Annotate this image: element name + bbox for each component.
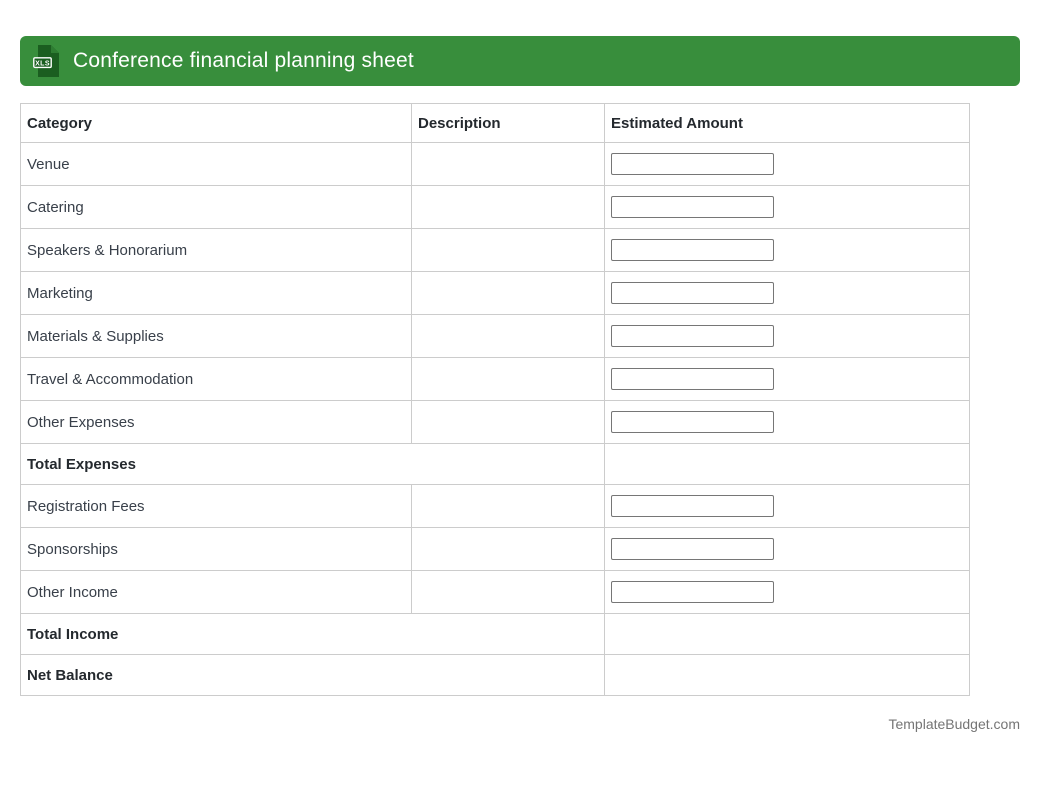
amount-cell [605,485,970,528]
estimated-amount-input[interactable] [611,495,774,517]
category-cell: Speakers & Honorarium [21,229,412,272]
total-amount-cell [605,614,970,655]
estimated-amount-input[interactable] [611,239,774,261]
total-row [21,444,970,485]
total-row [21,614,970,655]
amount-cell [605,401,970,444]
amount-cell [605,528,970,571]
estimated-amount-input[interactable] [611,153,774,175]
amount-cell [605,229,970,272]
column-header-estimated-amount: Estimated Amount [605,104,970,143]
site-credit: TemplateBudget.com [888,716,1020,732]
table-row [21,315,970,358]
column-header-category: Category [21,104,412,143]
amount-cell [605,272,970,315]
column-header-description: Description [412,104,605,143]
category-cell: Registration Fees [21,485,412,528]
table-row [21,229,970,272]
category-cell: Other Expenses [21,401,412,444]
category-cell: Sponsorships [21,528,412,571]
description-cell [412,315,605,358]
description-cell [412,358,605,401]
description-cell [412,143,605,186]
table-row [21,186,970,229]
estimated-amount-input[interactable] [611,368,774,390]
budget-table [20,103,970,696]
description-cell [412,229,605,272]
header-row [21,104,970,143]
description-cell [412,571,605,614]
estimated-amount-input[interactable] [611,538,774,560]
amount-cell [605,571,970,614]
category-cell: Other Income [21,571,412,614]
amount-cell [605,186,970,229]
total-row [21,655,970,696]
total-label-cell: Net Balance [21,655,605,696]
table-row [21,272,970,315]
estimated-amount-input[interactable] [611,581,774,603]
estimated-amount-input[interactable] [611,325,774,347]
amount-cell [605,358,970,401]
total-amount-cell [605,444,970,485]
table-row [21,401,970,444]
table-row [21,571,970,614]
category-cell: Catering [21,186,412,229]
estimated-amount-input[interactable] [611,282,774,304]
page-title: Conference financial planning sheet [73,49,414,72]
title-banner [20,36,1020,86]
category-cell: Materials & Supplies [21,315,412,358]
estimated-amount-input[interactable] [611,196,774,218]
description-cell [412,272,605,315]
table-row [21,528,970,571]
amount-cell [605,143,970,186]
amount-cell [605,315,970,358]
table-row [21,485,970,528]
category-cell: Venue [21,143,412,186]
category-cell: Travel & Accommodation [21,358,412,401]
description-cell [412,485,605,528]
xls-icon-label: XLS [35,60,50,68]
total-label-cell: Total Expenses [21,444,605,485]
table-row [21,358,970,401]
description-cell [412,528,605,571]
total-label-cell: Total Income [21,614,605,655]
description-cell [412,186,605,229]
category-cell: Marketing [21,272,412,315]
xls-file-icon [33,45,59,77]
table-row [21,143,970,186]
estimated-amount-input[interactable] [611,411,774,433]
description-cell [412,401,605,444]
total-amount-cell [605,655,970,696]
